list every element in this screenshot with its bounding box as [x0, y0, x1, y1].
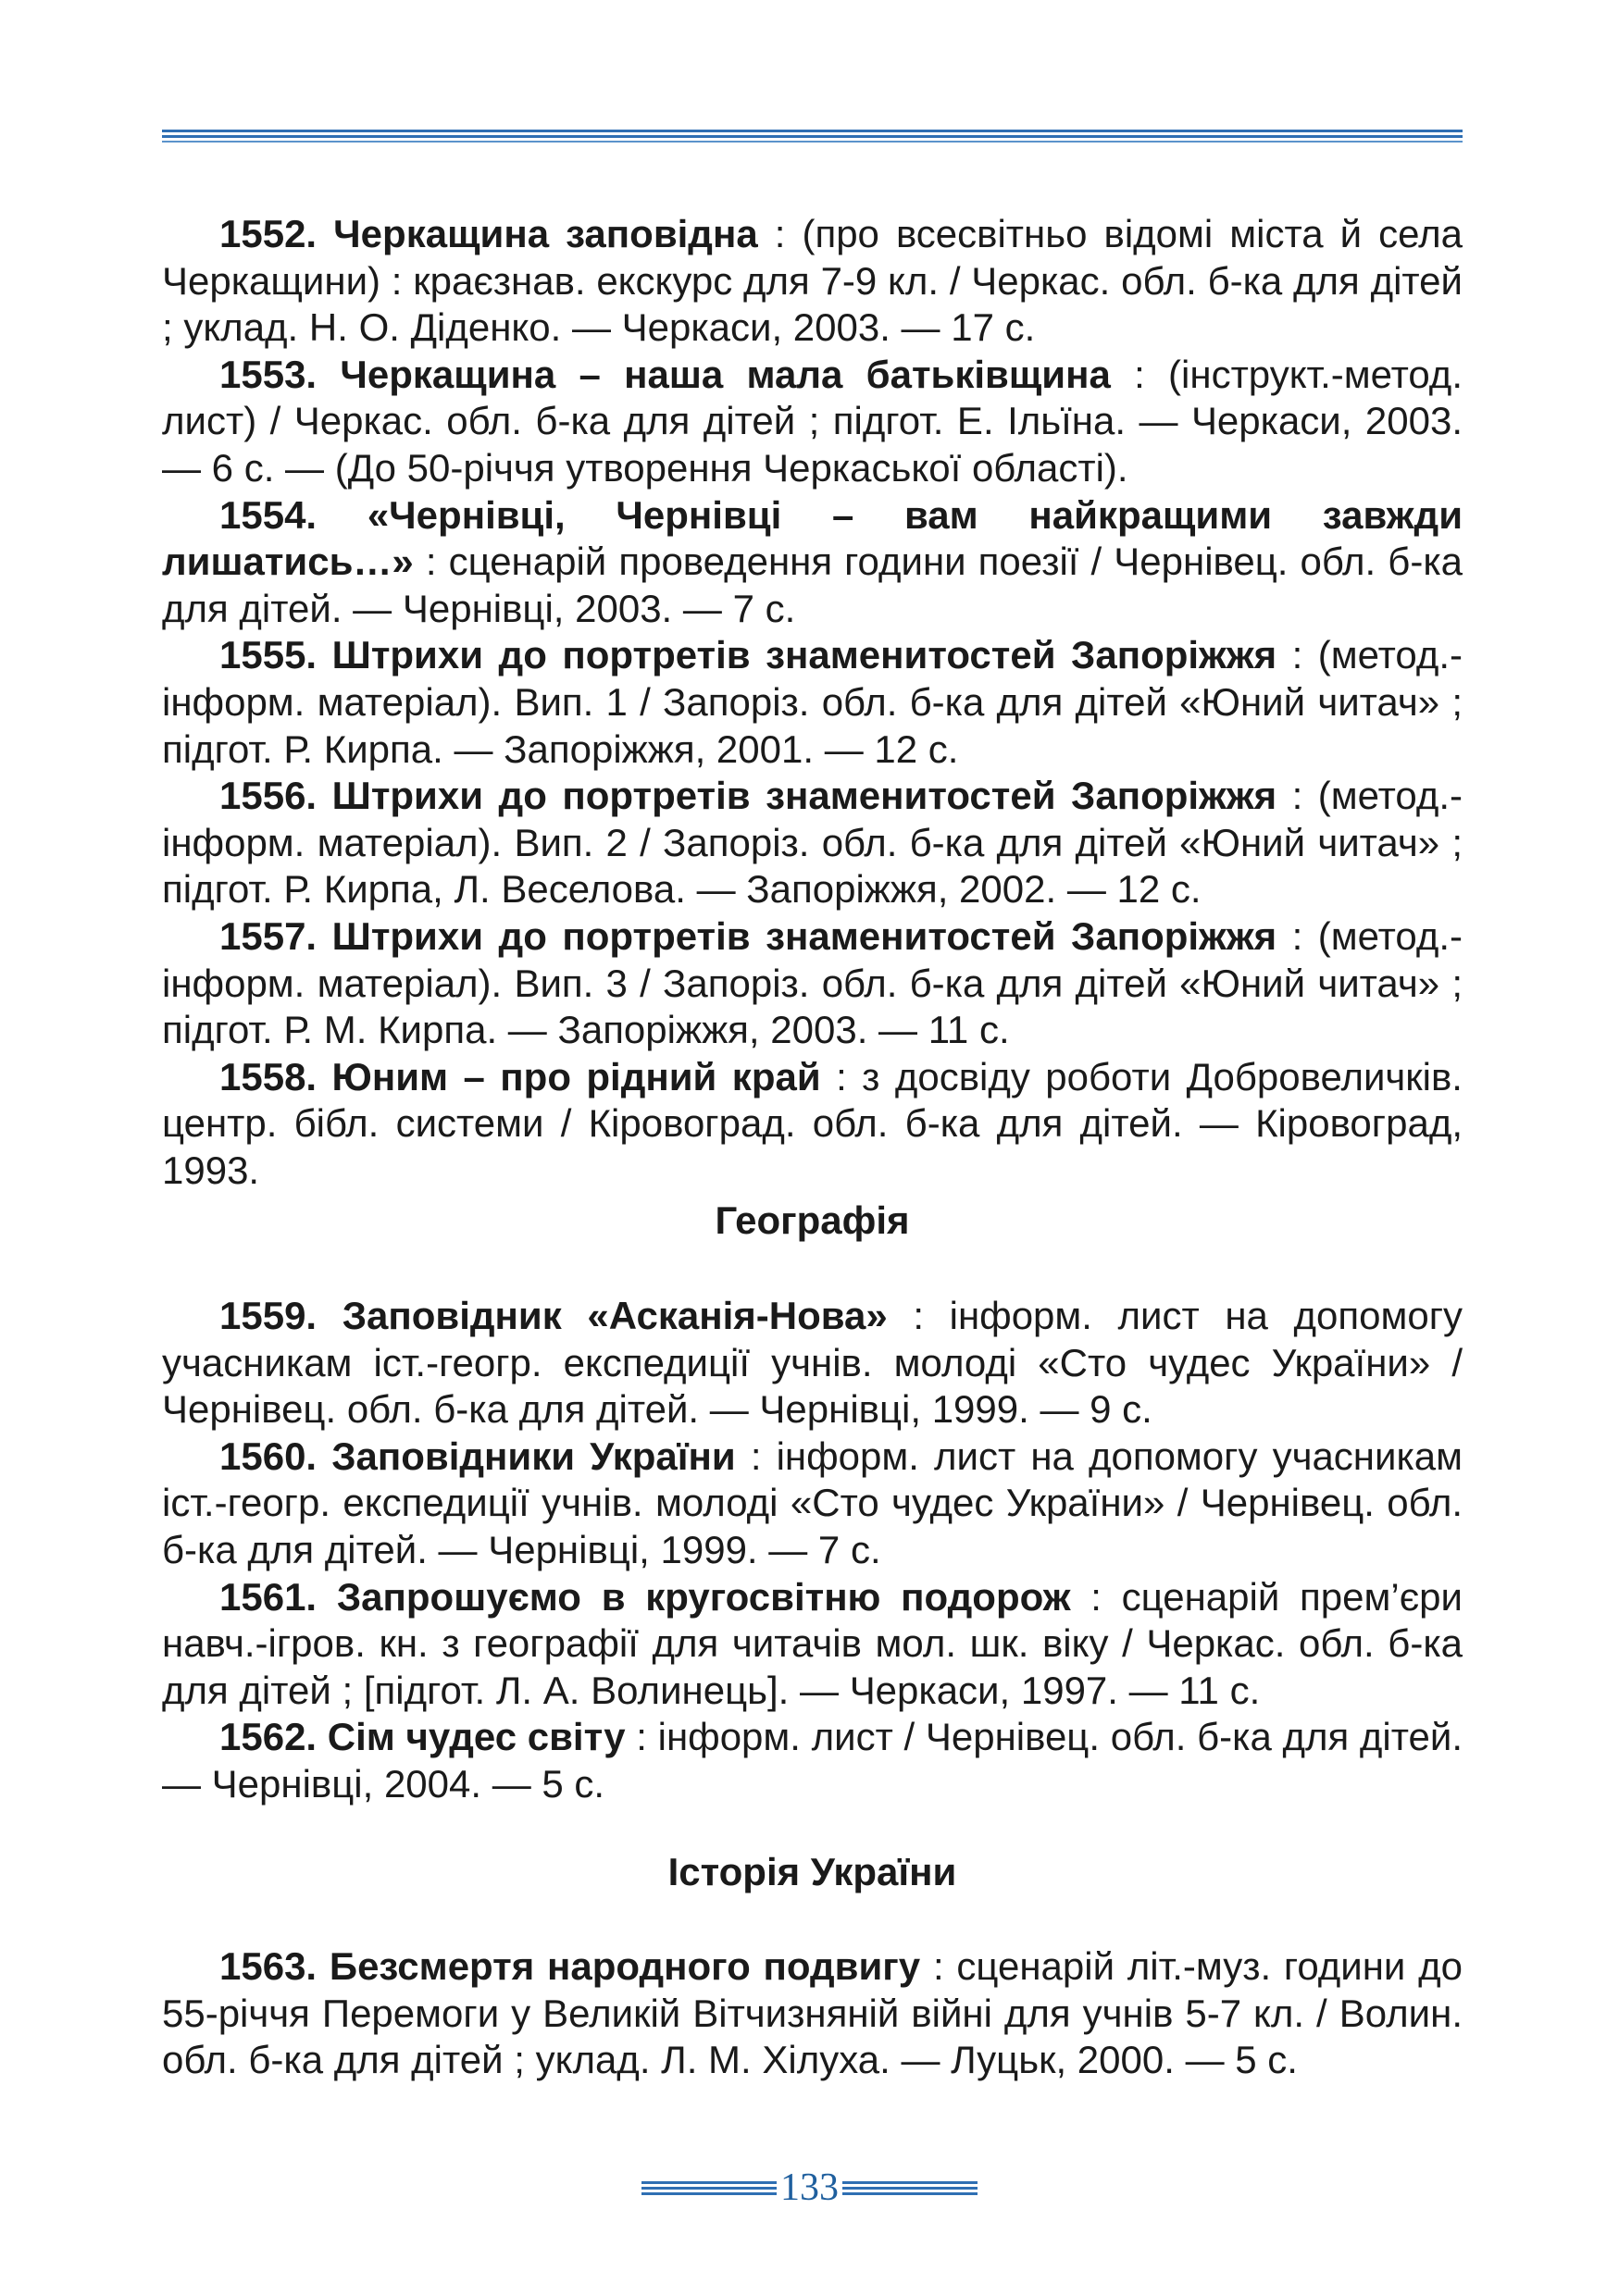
bibliography-entry [162, 1714, 1463, 1807]
entry-number: 1554. [219, 492, 318, 537]
entry-title: Безсмертя народного подвигу [329, 1944, 921, 1989]
entry-title: Юним – про рідний край [331, 1054, 821, 1098]
bibliography-entry [162, 1433, 1463, 1574]
bibliography-entry [162, 1054, 1463, 1195]
page-content [162, 211, 1463, 2084]
entry-heading [219, 1715, 626, 1758]
entry-number: 1558. [219, 1054, 318, 1098]
entry-number: 1559. [219, 1294, 318, 1338]
entry-heading [219, 914, 1277, 958]
entry-description: : з досвіду роботи Добровеличків. центр. бібл. системи / Кіровоград. обл. б-ка для дітей. — Кіровоград, 1993. [162, 1054, 1463, 1192]
entries-group-c [162, 1943, 1463, 2084]
entry-heading [219, 633, 1277, 676]
footer-rule-right [842, 2178, 978, 2198]
entry-description: : (метод.-інформ. матеріал). Вип. 1 / Запоріз. обл. б-ка для дітей «Юний читач» ; підгот. Р. Кирпа. — Запоріжжя, 2001. — 12 с. [162, 633, 1463, 771]
bibliography-entry [162, 632, 1463, 773]
section-heading-geography: Географія [715, 1198, 910, 1243]
entry-title: Заповідники України [331, 1433, 736, 1478]
bibliography-entry [162, 1293, 1463, 1433]
entry-title: Черкащина заповідна [333, 212, 758, 255]
entry-description: : сценарій прем’єри навч.-ігров. кн. з географії для читачів мол. шк. віку / Черкас. обл. б-ка для дітей ; [підгот. Л. А. Волинець]. — Черкаси, 1997. — 11 с. [162, 1574, 1463, 1712]
entry-description: : інформ. лист на допомогу учасникам іст.-геогр. експедиції учнів. молоді «Сто чудес України» / Чернівец. обл. б-ка для дітей. — Чернівці, 1999. — 9 с. [162, 1294, 1463, 1432]
bibliography-entry [162, 211, 1463, 352]
entry-title: Сім чудес світу [327, 1715, 626, 1759]
entry-number: 1555. [219, 633, 318, 677]
entry-number: 1552. [219, 212, 318, 255]
bibliography-entry [162, 913, 1463, 1054]
bibliography-entry [162, 1943, 1463, 2084]
entry-number: 1556. [219, 774, 318, 818]
bibliography-entry [162, 492, 1463, 633]
page-footer [0, 2166, 1619, 2210]
entry-number: 1557. [219, 913, 318, 958]
entry-heading [219, 1294, 888, 1337]
bibliography-entry [162, 773, 1463, 913]
entry-number: 1563. [219, 1944, 318, 1989]
entry-number: 1561. [219, 1574, 318, 1619]
entry-heading [219, 1944, 920, 1988]
entry-description: : (метод.-інформ. матеріал). Вип. 3 / Запоріз. обл. б-ка для дітей «Юний читач» ; підгот. Р. М. Кирпа. — Запоріжжя, 2003. — 11 с. [162, 913, 1463, 1052]
entry-description: : інформ. лист / Чернівец. обл. б-ка для дітей. — Чернівці, 2004. — 5 с. [162, 1715, 1463, 1806]
entry-title: Черкащина – наша мала батьківщина [340, 352, 1111, 396]
entry-heading [219, 1434, 736, 1478]
entry-heading [219, 212, 758, 255]
entry-description: : сценарій літ.-муз. години до 55-річчя Перемоги у Великій Вітчизняній війні для учнів 5-7 кл. / Волин. обл. б-ка для дітей ; уклад. Л. М. Хілуха. — Луцьк, 2000. — 5 с. [162, 1944, 1463, 2082]
entries-group-a [162, 211, 1463, 1194]
entry-title: Запрошуємо в кругосвітню подорож [336, 1574, 1071, 1619]
entry-title: Штрихи до портретів знаменитостей Запоріжжя [331, 774, 1277, 818]
entry-description: : (інструкт.-метод. лист) / Черкас. обл. б-ка для дітей ; підгот. Е. Ільїна. — Черкаси, 2003. — 6 с. — (До 50-річчя утворення Черкаської області). [162, 352, 1463, 490]
header-rule [162, 130, 1463, 145]
bibliography-entry [162, 1574, 1463, 1715]
section-heading-history: Історія України [667, 1849, 957, 1893]
entry-title: Штрихи до портретів знаменитостей Запоріжжя [331, 633, 1277, 677]
entry-number: 1560. [219, 1433, 318, 1478]
bibliography-entry [162, 352, 1463, 492]
entry-heading [219, 774, 1277, 817]
entry-title: Штрихи до портретів знаменитостей Запоріжжя [331, 913, 1277, 958]
entry-heading [219, 353, 1111, 396]
entry-number: 1562. [219, 1715, 318, 1759]
footer-rule-left [641, 2178, 777, 2198]
entry-title: Заповідник «Асканія-Нова» [342, 1294, 888, 1338]
entry-description: : (метод.-інформ. матеріал). Вип. 2 / Запоріз. обл. б-ка для дітей «Юний читач» ; підгот. Р. Кирпа, Л. Веселова. — Запоріжжя, 2002. — 12 с. [162, 774, 1463, 912]
entry-heading [219, 1055, 821, 1098]
entry-heading [219, 1575, 1071, 1619]
entries-group-b [162, 1293, 1463, 1808]
entry-number: 1553. [219, 352, 318, 396]
entry-description: : сценарій проведення години поезії / Чернівец. обл. б-ка для дітей. — Чернівці, 2003. — 7 с. [162, 540, 1463, 630]
entry-description: : (про всесвітньо відомі міста й села Черкащини) : краєзнав. екскурс для 7-9 кл. / Черкас. обл. б-ка для дітей ; уклад. Н. О. Діденко. — Черкаси, 2003. — 17 с. [162, 212, 1463, 350]
page-number: 133 [780, 2166, 839, 2209]
entry-description: : інформ. лист на допомогу учасникам іст.-геогр. експедиції учнів. молоді «Сто чудес України» / Чернівец. обл. б-ка для дітей. — Чернівці, 1999. — 7 с. [162, 1433, 1463, 1572]
entry-title: «Чернівці, Чернівці – вам найкращими завжди лишатись…» [162, 492, 1463, 584]
